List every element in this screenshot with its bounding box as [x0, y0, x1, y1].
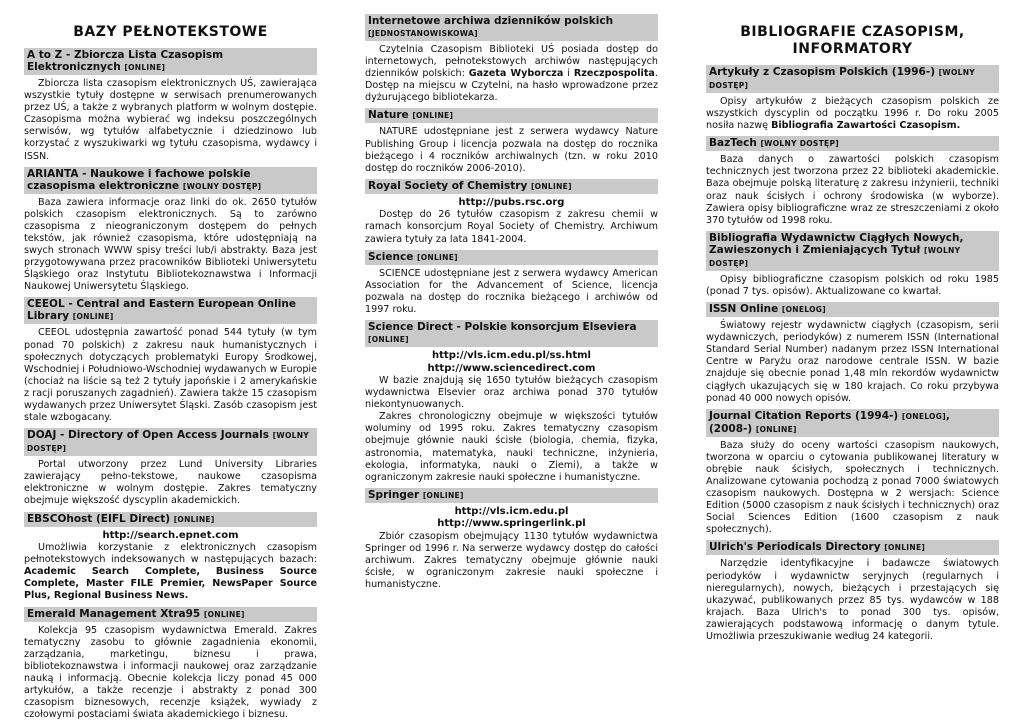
entry-title: A to Z - Zbiorcza Lista Czasopism Elektronicznych	[27, 49, 224, 73]
entry-heading	[365, 250, 658, 265]
entry-link[interactable]: http://search.epnet.com	[102, 529, 239, 541]
entry-description	[24, 542, 317, 602]
entry-title: Internetowe archiwa dzienników polskich	[368, 15, 614, 27]
entry-heading	[706, 65, 999, 93]
entry-ebscohost	[24, 512, 317, 603]
entry-link[interactable]: http://vls.icm.edu.pl/ss.html	[432, 350, 591, 361]
entry-description: W bazie znajdują się 1650 tytułów bieżących czasopism wydawnictwa Elsevier oraz archiwa ponad 370 tytułów niekontynuowanych.	[365, 375, 658, 411]
entry-description: SCIENCE udostępniane jest z serwera wydawcy American Association for the Advancement of Science, licencja pozwala na dostęp do rocznika bieżącego i archiwów od 1997 roku.	[365, 267, 658, 315]
entry-title: Ulrich's Periodicals Directory	[709, 541, 881, 554]
entry-description	[706, 96, 999, 132]
newspaper-name: Gazeta Wyborcza	[468, 68, 564, 80]
entry-emerald	[24, 607, 317, 722]
entry-polish-dailies	[365, 14, 658, 104]
entry-title: BazTech	[709, 137, 757, 150]
access-tag: [ONLINE]	[755, 424, 797, 434]
access-tag: [ONLINE]	[422, 490, 464, 500]
entry-description: Narzędzie identyfikacyjne i badawcze światowych periodyków i wydawnictw seryjnych (regularnych i nieregularnych), nowych, bieżących i przestających się ukazywać, publikowanych przez 85 tys. wydawców w 188 krajach. Baza Ulrich's to ponad 300 tys. opisów, zawierających podstawową informację o danym tytule. Umożliwia przeszukiwanie według 24 kategorii.	[706, 558, 999, 642]
entry-heading	[24, 428, 317, 456]
access-tag: [ONLINE]	[203, 609, 245, 619]
access-tag: [ONLINE]	[124, 63, 166, 72]
access-tag: [WOLNY DOSTĘP]	[709, 68, 976, 90]
entry-description: Zbiór czasopism obejmujący 1130 tytułów wydawnictwa Springer od 1996 r. Na serwerze wydawcy dostęp do całości archiwum. Zakres tematyczny obejmuje głównie nauki ścisłe, w ograniczonym zakresie nauki społeczne i humanistyczne.	[365, 530, 658, 591]
entry-rsc	[365, 179, 658, 246]
entry-description: NATURE udostępniane jest z serwera wydawcy Nature Publishing Group i licencja pozwala na dostęp do rocznika bieżącego i 4 roczników archiwalnych (tzn. w roku 2010 dostęp do roczników 2006-2010).	[365, 126, 658, 174]
entry-heading	[706, 136, 999, 151]
access-tag: [ONLINE]	[416, 252, 458, 262]
entry-a-to-z	[24, 48, 317, 163]
conjunction: i	[567, 68, 570, 80]
entry-description: Zakres chronologiczny obejmuje w większości tytułów woluminy od 1995 roku. Zakres tematyczny czasopism obejmuje głównie nauki ścisłe (biologia, chemia, fizyka, astronomia, matematyka, nauki techniczne, inżynieria, ekologia, informatyka, nauki o Ziemi), a także w ograniczonym zakresie nauki społeczne i humanistyczne.	[365, 411, 658, 483]
access-tag: [ONLINE]	[530, 181, 572, 191]
entry-title: Royal Society of Chemistry	[368, 179, 528, 192]
description-text: Umożliwia korzystanie z elektronicznych czasopism pełnotekstowych indeksowanych w następujących bazach:	[24, 542, 317, 566]
entry-title: CEEOL - Central and Eastern European Online Library	[27, 298, 296, 323]
entry-description: Zbiorcza lista czasopism elektronicznych UŚ, zawierająca wszystkie tytuły dostępne w serwisach prenumerowanych przez UŚ, a także z wybranych platform w wolnym dostępie. Czasopisma można wybierać wg indeksu poszczególnych serwisów, wg tytułów alfabetycznie i dziedzinowo lub korzystać z wyszukiwarki wg tytułu czasopisma, wydawcy i ISSN.	[24, 78, 317, 162]
entry-description: Opisy bibliograficzne czasopism polskich od roku 1985 (ponad 7 tys. opisów). Aktualizowane co kwartał.	[706, 273, 999, 297]
entry-title: Emerald Management Xtra95	[27, 607, 201, 620]
entry-title: ISSN Online	[709, 303, 779, 316]
column-full-text-databases	[24, 14, 317, 725]
access-tag: [WOLNY DOSTĘP]	[27, 431, 310, 454]
description-text: Opisy artykułów z bieżących czasopism polskich ze wszystkich dyscyplin od początku 1996 r. Do roku 2005 nosiła nazwę	[706, 96, 999, 132]
entry-description	[365, 44, 658, 104]
entry-heading	[706, 540, 999, 555]
entry-link[interactable]: http://pubs.rsc.org	[458, 196, 565, 208]
access-tag: [ONLINE]	[884, 543, 926, 553]
entry-title: Nature	[368, 109, 409, 122]
entry-title: Science Direct - Polskie konsorcjum Elseviera	[368, 321, 637, 333]
entry-heading	[706, 231, 999, 271]
access-tag: [WOLNY DOSTĘP]	[760, 139, 839, 149]
description-text: Czytelnia Czasopism Biblioteki UŚ posiada dostęp do internetowych, pełnotekstowych archiwów następujących dzienników polskich:	[365, 44, 658, 80]
entry-link[interactable]: http://vls.icm.edu.pl	[454, 505, 569, 517]
access-tag: [ONLINE]	[72, 312, 114, 322]
entry-description: Dostęp do 26 tytułów czasopism z zakresu chemii w ramach konsorcjum Royal Society of Chemistry. Archiwum zawiera tytuły za lata 1841-2004.	[365, 209, 658, 245]
entry-title: ARIANTA - Naukowe i fachowe polskie czasopisma elektroniczne	[27, 167, 251, 192]
entry-title: Science	[368, 250, 414, 263]
entry-heading	[24, 167, 317, 194]
entry-description: Baza zawiera informacje oraz linki do ok. 2650 tytułów polskich czasopism elektronicznych. Są to zarówno czasopisma z nieograniczonym dostępem do pełnych tekstów, jak również czasopisma, które udostępniają na swych stronach WWW spisy treści lub/i abstrakty. Baza jest przygotowywana przez pracowników Biblioteki Uniwersytetu Śląskiego oraz Instytutu Bibliotekoznawstwa i Informacji Naukowej Uniwersytetu Śląskiego.	[24, 196, 317, 293]
entry-bibliografia-wydawnictw	[706, 231, 999, 298]
access-tag: [ONLINE]	[173, 514, 215, 524]
access-tag: [ONLINE]	[412, 111, 454, 121]
section-title: BAZY PEŁNOTEKSTOWE	[73, 24, 268, 40]
newspaper-name: Rzeczpospolita	[573, 68, 655, 80]
entry-artykuly	[706, 65, 999, 132]
database-names: Academic Search Complete, Business Source Complete, Master FILE Premier, NewsPaper Source Plus, Regional Business News.	[24, 566, 317, 602]
entry-heading	[365, 179, 658, 194]
entry-jcr	[706, 409, 999, 537]
entry-baztech	[706, 136, 999, 227]
entry-description: Kolekcja 95 czasopism wydawnictwa Emerald. Zakres tematyczny zasobu to głównie zagadnienia ekonomii, zarządzania, marketingu, biznesu i prawa, bibliotekoznawstwa i informacji naukowej oraz zarządzanie nauką i informacją. Obecnie kolekcja liczy ponad 45 000 artykułów, a także recenzje i abstrakty z ponad 300 czasopism biznesowych, recenzje książek, wywiady z czołowymi postaciami świata akademickiego i biznesu.	[24, 624, 317, 721]
entry-title: Artykuły z Czasopism Polskich (1996-)	[709, 66, 935, 78]
entry-title: Springer	[368, 488, 420, 501]
entry-heading	[706, 409, 999, 437]
access-tag: [ONELOG]	[781, 305, 826, 315]
entry-springer	[365, 488, 658, 591]
entry-description: Baza danych o zawartości polskich czasopism technicznych jest tworzona przez 22 biblioteki akademickie. Baza obejmuje polską literaturę z zakresu inżynierii, techniki oraz nauk ścisłych i ochrony środowiska (w wyborze). Zawiera opisy bibliograficzne wraz ze streszczeniami z około 370 tytułów od 1998 roku.	[706, 154, 999, 226]
entry-ulrichs	[706, 540, 999, 643]
entry-title: EBSCOhost (EIFL Direct)	[27, 512, 171, 525]
entry-doaj	[24, 428, 317, 507]
entry-description: Światowy rejestr wydawnictw ciągłych (czasopism, serii wydawniczych, periodyków) z numerem ISSN (International Standard Serial Number) nadanym przez ISSN International Centre w Paryżu oraz narodowe centrale ISSN. W bazie znajduje się obecnie ponad 1,48 mln rekordów wydawnictw ciągłych ukazujących się w 180 krajach. Co roku przybywa ponad 40 000 nowych opisów.	[706, 320, 999, 404]
access-tag: [ONLINE]	[368, 335, 409, 344]
entry-heading	[24, 607, 317, 622]
entry-description: Portal utworzony przez Lund University Libraries zawierający pełno-tekstowe, naukowe czasopisma elektroniczne w wolnym dostępie. Zakres tematyczny obejmuje większość dyscyplin akademickich.	[24, 459, 317, 507]
section-title: BIBLIOGRAFIE CZASOPISM, INFORMATORY	[740, 24, 965, 57]
description-text: . Dostęp na miejscu w Czytelni, na hasło wprowadzone przez dyżurującego bibliotekarza.	[365, 68, 658, 104]
entry-arianta	[24, 167, 317, 294]
entry-description: CEEOL udostępnia zawartość ponad 544 tytuły (w tym ponad 70 polskich) z zakresu nauk humanistycznych i społecznych dotyczących problematyki Europy Środkowej, Wschodniej i Południowo-Wschodniej wydawanych w Europie (chociaż na liście są też 2 tytuły japońskie i 2 amerykańskie z racji poruszanych zagadnień). Zawiera także 15 czasopism wydawanych przez Uniwersytet Śląski. Zasób czasopism jest stale wzbogacany.	[24, 327, 317, 424]
column-journal-archives	[365, 14, 658, 595]
entry-heading	[24, 512, 317, 527]
entry-title: Bibliografia Wydawnictw Ciągłych Nowych, Zawieszonych i Zmieniających Tytuł	[709, 231, 964, 256]
entry-title: DOAJ - Directory of Open Access Journals	[27, 429, 269, 442]
entry-heading	[365, 14, 658, 41]
entry-heading	[365, 488, 658, 503]
access-tag: [JEDNOSTANOWISKOWA]	[368, 29, 478, 38]
entry-heading	[24, 297, 317, 324]
entry-science	[365, 250, 658, 316]
former-name: Bibliografia Zawartości Czasopism.	[771, 120, 961, 132]
access-tag: [ONELOG]	[901, 411, 946, 421]
entry-link[interactable]: http://www.springerlink.pl	[437, 518, 586, 530]
entry-heading	[24, 48, 317, 75]
entry-heading	[706, 302, 999, 317]
entry-title: Journal Citation Reports (1994-)	[709, 409, 899, 422]
entry-ceeol	[24, 297, 317, 424]
entry-science-direct	[365, 320, 658, 484]
entry-heading	[365, 320, 658, 347]
access-tag: [WOLNY DOSTĘP]	[182, 181, 262, 191]
entry-title-suffix: , (2008-)	[709, 409, 950, 435]
entry-issn-online	[706, 302, 999, 405]
entry-description: Baza służy do oceny wartości czasopism naukowych, tworzona w oparciu o cytowania publikowanej literatury w obrębie nauk ścisłych, społecznych i technicznych. Analizowane cytowania pochodzą z ponad 7000 światowych czasopism naukowych. Dostępna w 2 wersjach: Science Edition (5000 czasopism z nauk ścisłych i technicznych) oraz Social Sciences Edition (1600 czasopism z nauk społecznych).	[706, 439, 999, 536]
entry-nature	[365, 108, 658, 174]
entry-heading	[365, 108, 658, 123]
column-bibliographies	[706, 14, 999, 647]
entry-link[interactable]: http://www.sciencedirect.com	[427, 362, 596, 374]
access-tag: [WOLNY DOSTĘP]	[709, 245, 961, 268]
